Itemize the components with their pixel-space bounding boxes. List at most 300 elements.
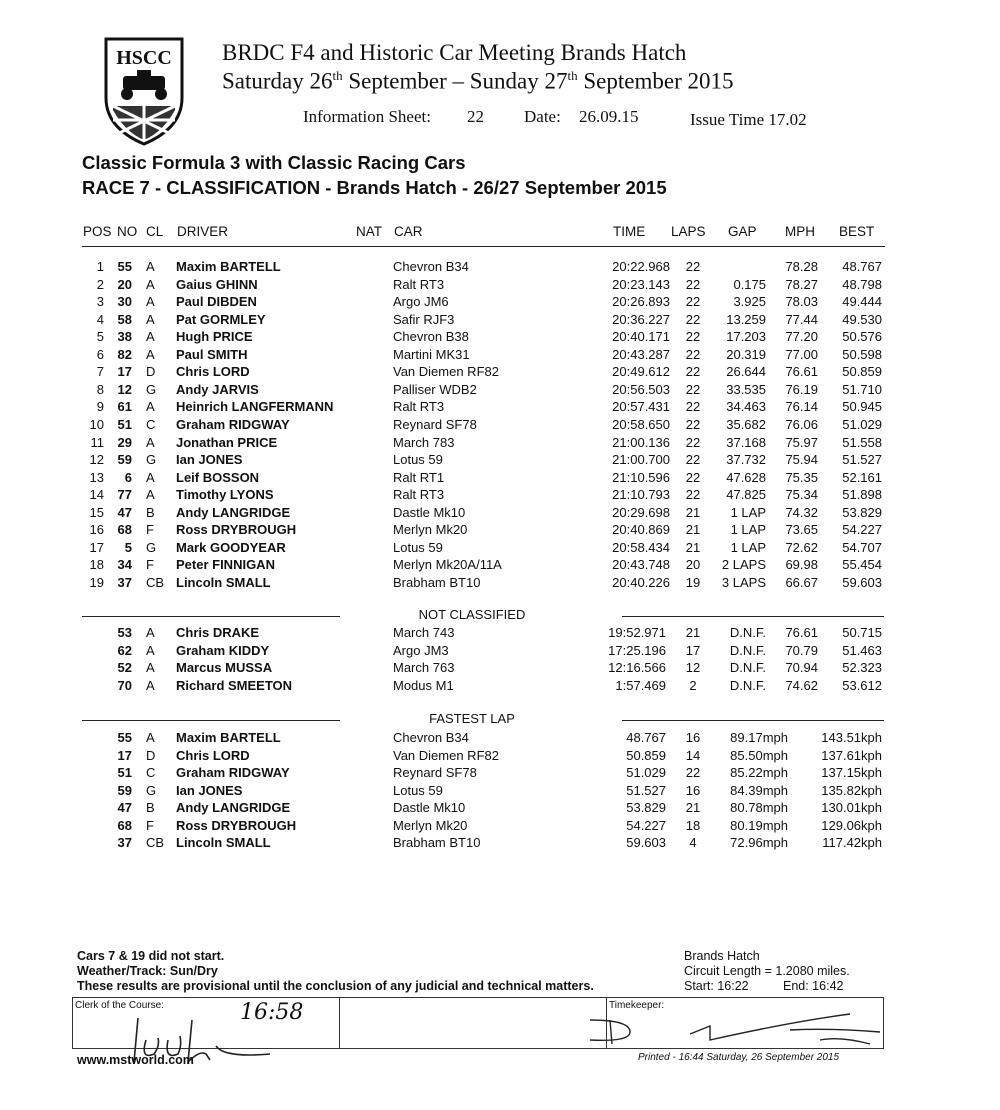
cell-gap: 20.319 <box>726 346 766 362</box>
cell-pos: 5 <box>96 329 104 345</box>
cell-car: Van Diemen RF82 <box>393 747 499 763</box>
cell-time: 20:22.968 <box>612 259 670 274</box>
cell-gap: 1 LAP <box>730 539 766 555</box>
cell-mph: 80.78mph <box>730 800 788 815</box>
cell-driver: Paul DIBDEN <box>176 294 257 310</box>
cell-best: 51.558 <box>842 434 882 450</box>
clerk-label: Clerk of the Course: <box>75 1000 164 1011</box>
nc-rule-left <box>82 616 340 617</box>
table-row <box>0 540 1000 557</box>
cell-no: 55 <box>117 259 132 274</box>
timekeeper-signature <box>590 1000 890 1055</box>
cell-time: 20:58.434 <box>612 539 670 555</box>
cell-gap: 3.925 <box>733 294 766 310</box>
cell-no: 34 <box>117 557 132 573</box>
cell-no: 17 <box>117 747 132 763</box>
cell-best: 51.710 <box>842 381 882 397</box>
cell-driver: Jonathan PRICE <box>176 434 278 450</box>
cell-cl: A <box>146 294 155 310</box>
cell-gap: 1 LAP <box>730 522 766 538</box>
col-best: BEST <box>839 224 875 239</box>
cell-laps: 22 <box>685 469 701 485</box>
event-title: BRDC F4 and Historic Car Meeting Brands Hatch <box>222 40 687 65</box>
cell-mph: 78.03 <box>785 294 818 310</box>
cell-driver: Chris LORD <box>176 747 250 763</box>
middle-box <box>339 997 607 1049</box>
table-row <box>0 783 1000 800</box>
cell-driver: Graham RIDGWAY <box>176 416 290 432</box>
cell-best: 49.444 <box>842 294 882 310</box>
cell-laps: 22 <box>685 452 701 468</box>
cell-time: 17:25.196 <box>608 642 666 658</box>
cell-gap: 33.535 <box>726 381 766 397</box>
cell-lap: 18 <box>685 817 701 833</box>
cell-laps: 12 <box>685 660 701 675</box>
cell-time: 51.029 <box>626 765 666 780</box>
cell-best: 51.527 <box>842 452 882 468</box>
weather-note: Weather/Track: Sun/Dry <box>77 964 218 978</box>
cell-cl: F <box>146 557 154 573</box>
date-label: Date: <box>524 107 561 126</box>
table-row <box>0 643 1000 660</box>
cell-laps: 22 <box>685 276 701 292</box>
handwritten-time: 16:58 <box>240 1000 304 1025</box>
cell-no: 51 <box>117 765 132 780</box>
cell-car: Brabham BT10 <box>393 835 481 850</box>
cell-no: 47 <box>117 800 132 815</box>
cell-time: 50.859 <box>626 747 666 763</box>
hscc-logo <box>103 36 185 146</box>
cell-no: 37 <box>117 574 132 590</box>
table-row <box>0 277 1000 294</box>
table-row <box>0 730 1000 747</box>
cell-no: 70 <box>117 677 132 693</box>
cell-time: 21:10.596 <box>612 469 670 485</box>
cell-driver: Chris LORD <box>176 364 250 380</box>
cell-laps: 20 <box>685 557 701 573</box>
cell-mph: 75.97 <box>785 434 818 450</box>
cell-driver: Andy JARVIS <box>176 381 259 397</box>
cell-best: 49.530 <box>842 311 882 327</box>
table-row <box>0 382 1000 399</box>
cell-driver: Pat GORMLEY <box>176 311 266 327</box>
cell-pos: 10 <box>89 416 104 432</box>
cell-pos: 3 <box>96 294 104 310</box>
cell-time: 1:57.469 <box>615 677 666 693</box>
cell-no: 29 <box>117 434 132 450</box>
date-value: 26.09.15 <box>579 107 639 126</box>
fl-rule-right <box>622 720 884 721</box>
table-row <box>0 835 1000 852</box>
cell-pos: 19 <box>89 574 104 590</box>
cell-lap: 4 <box>689 835 697 850</box>
not-classified-label: NOT CLASSIFIED <box>418 607 526 622</box>
cell-mph: 77.00 <box>785 346 818 362</box>
cell-cl: B <box>146 504 155 520</box>
cell-mph: 76.14 <box>785 399 818 415</box>
cell-lap: 21 <box>685 800 701 815</box>
cell-best: 51.463 <box>842 642 882 658</box>
cell-cl: F <box>146 817 154 833</box>
cell-laps: 22 <box>685 259 701 274</box>
cell-no: 5 <box>124 539 132 555</box>
cell-no: 58 <box>117 311 132 327</box>
cell-mph: 74.32 <box>785 504 818 520</box>
cell-car: Ralt RT3 <box>393 276 445 292</box>
cell-best: 59.603 <box>842 574 882 590</box>
cell-no: 47 <box>117 504 132 520</box>
cell-driver: Paul SMITH <box>176 346 248 362</box>
cell-best: 55.454 <box>842 557 882 573</box>
cell-cl: G <box>146 782 157 798</box>
cell-cl: A <box>146 730 155 745</box>
cell-time: 53.829 <box>626 800 666 815</box>
cell-best: 54.227 <box>842 522 882 538</box>
cell-car: Argo JM3 <box>393 642 449 658</box>
cell-car: Merlyn Mk20 <box>393 522 468 538</box>
table-row <box>0 470 1000 487</box>
cell-best: 48.767 <box>842 259 882 274</box>
cell-time: 20:43.287 <box>612 346 670 362</box>
cell-pos: 9 <box>96 399 104 415</box>
logo-text: HSCC <box>116 47 172 69</box>
cell-laps: 22 <box>685 329 701 345</box>
cell-driver: Ian JONES <box>176 452 243 468</box>
cell-pos: 15 <box>89 504 104 520</box>
col-nat: NAT <box>356 224 382 239</box>
cell-no: 30 <box>117 294 132 310</box>
timekeeper-label: Timekeeper: <box>609 1000 665 1011</box>
cell-best: 48.798 <box>842 276 882 292</box>
col-driver: DRIVER <box>177 224 229 239</box>
cell-laps: 22 <box>685 364 701 380</box>
cell-driver: Timothy LYONS <box>176 487 274 503</box>
cell-cl: F <box>146 522 154 538</box>
cell-mph: 72.96mph <box>730 835 788 850</box>
cell-driver: Ross DRYBROUGH <box>176 817 297 833</box>
cell-car: Lotus 59 <box>393 782 443 798</box>
table-row <box>0 765 1000 782</box>
fl-rule-left <box>82 720 340 721</box>
cell-car: Modus M1 <box>393 677 454 693</box>
cell-gap: 47.825 <box>726 487 766 503</box>
cell-car: Lotus 59 <box>393 539 443 555</box>
cell-kph: 130.01kph <box>821 800 882 815</box>
cell-laps: 22 <box>685 311 701 327</box>
cell-mph: 89.17mph <box>730 730 788 745</box>
cell-best: 50.715 <box>842 625 882 640</box>
cell-driver: Ross DRYBROUGH <box>176 522 297 538</box>
cell-mph: 78.27 <box>785 276 818 292</box>
cell-pos: 2 <box>96 276 104 292</box>
cell-time: 20:26.893 <box>612 294 670 310</box>
cell-laps: 22 <box>685 416 701 432</box>
table-row <box>0 625 1000 642</box>
website[interactable]: www.mstworld.com <box>77 1053 194 1067</box>
cell-lap: 16 <box>685 782 701 798</box>
col-laps: LAPS <box>671 224 706 239</box>
cell-cl: A <box>146 660 155 675</box>
table-row <box>0 487 1000 504</box>
cell-cl: B <box>146 800 155 815</box>
cell-cl: A <box>146 642 155 658</box>
cell-cl: A <box>146 346 155 362</box>
cell-driver: Andy LANGRIDGE <box>176 504 291 520</box>
cell-car: Lotus 59 <box>393 452 443 468</box>
cell-car: Brabham BT10 <box>393 574 481 590</box>
cell-driver: Maxim BARTELL <box>176 730 281 745</box>
cell-gap: 13.259 <box>726 311 766 327</box>
circuit-name: Brands Hatch <box>684 949 760 963</box>
cell-mph: 84.39mph <box>730 782 788 798</box>
cell-driver: Heinrich LANGFERMANN <box>176 399 334 415</box>
cell-car: Dastle Mk10 <box>393 504 466 520</box>
cell-best: 51.898 <box>842 487 882 503</box>
cell-pos: 7 <box>96 364 104 380</box>
cell-mph: 75.34 <box>785 487 818 503</box>
cell-laps: 21 <box>685 522 701 538</box>
cell-time: 12:16.566 <box>608 660 666 675</box>
cell-laps: 2 <box>689 677 697 693</box>
cell-no: 6 <box>124 469 132 485</box>
cell-time: 59.603 <box>626 835 666 850</box>
cell-pos: 8 <box>96 381 104 397</box>
cell-gap: 34.463 <box>726 399 766 415</box>
cell-no: 59 <box>117 782 132 798</box>
cell-cl: A <box>146 677 155 693</box>
cell-mph: 75.94 <box>785 452 818 468</box>
cell-cl: CB <box>146 574 165 590</box>
cell-best: 50.859 <box>842 364 882 380</box>
cell-time: 20:57.431 <box>612 399 670 415</box>
cell-car: Ralt RT1 <box>393 469 445 485</box>
cell-car: Martini MK31 <box>393 346 470 362</box>
nc-rule-right <box>622 616 884 617</box>
end-time: End: 16:42 <box>783 979 844 993</box>
cell-car: Merlyn Mk20A/11A <box>393 557 502 573</box>
cell-mph: 69.98 <box>785 557 818 573</box>
cell-no: 68 <box>117 817 132 833</box>
cell-mph: 70.94 <box>785 660 818 675</box>
cell-laps: 22 <box>685 346 701 362</box>
cell-mph: 85.22mph <box>730 765 788 780</box>
cell-mph: 75.35 <box>785 469 818 485</box>
table-row <box>0 800 1000 817</box>
cell-kph: 117.42kph <box>822 835 882 850</box>
cell-no: 62 <box>117 642 132 658</box>
table-row <box>0 259 1000 276</box>
cell-mph: 66.67 <box>785 574 818 590</box>
table-row <box>0 435 1000 452</box>
cell-mph: 73.65 <box>785 522 818 538</box>
cell-time: 20:56.503 <box>612 381 670 397</box>
cell-laps: 22 <box>685 399 701 415</box>
cell-best: 52.323 <box>842 660 882 675</box>
cell-driver: Lincoln SMALL <box>176 835 271 850</box>
cell-no: 20 <box>117 276 132 292</box>
cell-time: 20:40.171 <box>612 329 670 345</box>
cell-laps: 19 <box>685 574 701 590</box>
cell-time: 51.527 <box>626 782 666 798</box>
cell-pos: 13 <box>89 469 104 485</box>
cell-laps: 22 <box>685 434 701 450</box>
cell-pos: 6 <box>96 346 104 362</box>
cell-car: March 763 <box>393 660 455 675</box>
cell-cl: A <box>146 329 155 345</box>
cell-cl: C <box>146 416 156 432</box>
cell-no: 53 <box>117 625 132 640</box>
issue-time: Issue Time 17.02 <box>690 110 807 129</box>
cell-no: 12 <box>117 381 132 397</box>
table-row <box>0 312 1000 329</box>
cell-car: Chevron B38 <box>393 329 469 345</box>
cell-driver: Leif BOSSON <box>176 469 260 485</box>
cell-gap: 1 LAP <box>730 504 766 520</box>
cell-time: 20:29.698 <box>612 504 670 520</box>
cell-gap: D.N.F. <box>729 677 766 693</box>
fastest-lap-label: FASTEST LAP <box>429 711 515 726</box>
table-row <box>0 417 1000 434</box>
cell-no: 37 <box>117 835 132 850</box>
cell-mph: 77.20 <box>785 329 818 345</box>
table-row <box>0 678 1000 695</box>
cell-laps: 22 <box>685 294 701 310</box>
cell-time: 21:00.136 <box>612 434 670 450</box>
cell-best: 53.829 <box>842 504 882 520</box>
col-cl: CL <box>146 224 164 239</box>
table-row <box>0 399 1000 416</box>
cell-mph: 76.06 <box>785 416 818 432</box>
cell-driver: Marcus MUSSA <box>176 660 273 675</box>
col-car: CAR <box>394 224 423 239</box>
cell-car: Chevron B34 <box>393 259 469 274</box>
table-row <box>0 748 1000 765</box>
cell-cl: CB <box>146 835 165 850</box>
table-row <box>0 452 1000 469</box>
cell-mph: 76.61 <box>785 364 818 380</box>
cell-car: Reynard SF78 <box>393 416 477 432</box>
cell-driver: Graham RIDGWAY <box>176 765 290 780</box>
table-row <box>0 364 1000 381</box>
cell-gap: 17.203 <box>726 329 766 345</box>
cell-no: 61 <box>117 399 132 415</box>
cell-cl: G <box>146 452 157 468</box>
cell-pos: 18 <box>89 557 104 573</box>
cell-time: 54.227 <box>626 817 666 833</box>
cell-kph: 143.51kph <box>821 730 882 745</box>
cell-driver: Graham KIDDY <box>176 642 270 658</box>
cell-pos: 16 <box>89 522 104 538</box>
cell-driver: Richard SMEETON <box>176 677 293 693</box>
cell-kph: 135.82kph <box>821 782 882 798</box>
cell-time: 20:36.227 <box>612 311 670 327</box>
cell-pos: 17 <box>89 539 104 555</box>
cell-no: 68 <box>117 522 132 538</box>
col-time: TIME <box>613 224 646 239</box>
table-row <box>0 294 1000 311</box>
cell-best: 50.598 <box>842 346 882 362</box>
cell-cl: G <box>146 539 157 555</box>
cell-car: Argo JM6 <box>393 294 449 310</box>
cell-car: Dastle Mk10 <box>393 800 466 815</box>
cell-cl: A <box>146 469 155 485</box>
cell-cl: D <box>146 747 156 763</box>
cell-time: 21:00.700 <box>612 452 670 468</box>
cell-car: Van Diemen RF82 <box>393 364 499 380</box>
cell-mph: 76.19 <box>785 381 818 397</box>
table-row <box>0 329 1000 346</box>
table-row <box>0 505 1000 522</box>
table-row <box>0 818 1000 835</box>
cell-best: 51.029 <box>842 416 882 432</box>
cell-pos: 4 <box>96 311 104 327</box>
cell-kph: 129.06kph <box>821 817 882 833</box>
table-row <box>0 575 1000 592</box>
provisional-note: These results are provisional until the conclusion of any judicial and technical matters. <box>77 979 594 993</box>
cell-no: 82 <box>117 346 132 362</box>
cell-pos: 1 <box>96 259 104 274</box>
cell-no: 38 <box>117 329 132 345</box>
header-rule <box>82 246 885 247</box>
cell-kph: 137.61kph <box>821 747 882 763</box>
event-dates: Saturday 26th September – Sunday 27th September 2015 <box>222 68 734 94</box>
cell-time: 48.767 <box>626 730 666 745</box>
cell-time: 21:10.793 <box>612 487 670 503</box>
cell-laps: 21 <box>685 539 701 555</box>
cell-best: 53.612 <box>842 677 882 693</box>
cell-car: Ralt RT3 <box>393 487 445 503</box>
cell-gap: 37.732 <box>726 452 766 468</box>
col-mph: MPH <box>785 224 815 239</box>
circuit-length: Circuit Length = 1.2080 miles. <box>684 964 850 978</box>
cell-car: Palliser WDB2 <box>393 381 477 397</box>
cell-car: March 783 <box>393 434 455 450</box>
cell-car: Merlyn Mk20 <box>393 817 468 833</box>
table-row <box>0 522 1000 539</box>
cell-time: 20:49.612 <box>612 364 670 380</box>
cell-cl: A <box>146 259 155 274</box>
cell-lap: 16 <box>685 730 701 745</box>
table-row <box>0 347 1000 364</box>
col-gap: GAP <box>728 224 757 239</box>
cell-cl: G <box>146 381 157 397</box>
cell-time: 20:43.748 <box>612 557 670 573</box>
cell-laps: 21 <box>685 504 701 520</box>
cell-cl: A <box>146 276 155 292</box>
cell-gap: D.N.F. <box>729 660 766 675</box>
cell-cl: A <box>146 625 155 640</box>
race-title: Classic Formula 3 with Classic Racing Cars <box>82 152 466 173</box>
cell-gap: 26.644 <box>726 364 766 380</box>
cell-cl: A <box>146 487 155 503</box>
cell-time: 20:40.869 <box>612 522 670 538</box>
cell-car: Chevron B34 <box>393 730 469 745</box>
cell-driver: Hugh PRICE <box>176 329 253 345</box>
cell-laps: 22 <box>685 381 701 397</box>
cell-lap: 22 <box>685 765 701 780</box>
cell-mph: 74.62 <box>785 677 818 693</box>
printed-stamp: Printed - 16:44 Saturday, 26 September 2015 <box>638 1052 840 1063</box>
cell-laps: 17 <box>685 642 701 658</box>
cell-mph: 85.50mph <box>730 747 788 763</box>
cell-driver: Andy LANGRIDGE <box>176 800 291 815</box>
cell-cl: A <box>146 399 155 415</box>
info-sheet-label: Information Sheet: <box>303 107 431 126</box>
cell-laps: 22 <box>685 487 701 503</box>
cell-pos: 12 <box>89 452 104 468</box>
col-pos: POS <box>83 224 112 239</box>
cell-best: 50.945 <box>842 399 882 415</box>
